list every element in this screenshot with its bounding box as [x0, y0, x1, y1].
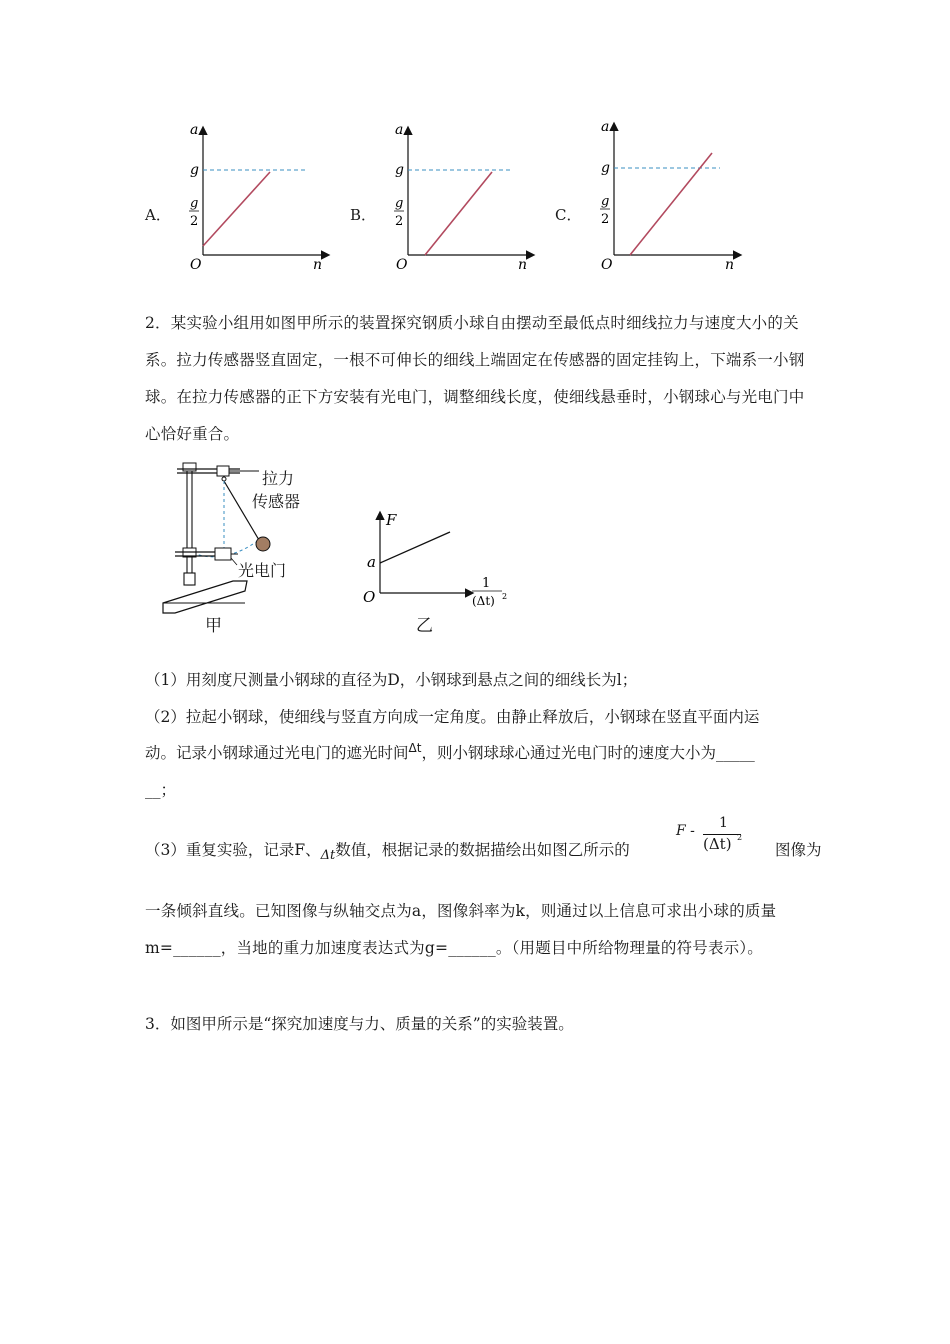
- q2-part2-text-b: ，则小钢球球心通过光电门时的速度大小为_____: [421, 744, 755, 763]
- a-label: a: [395, 122, 404, 138]
- q2-part2-line1: （2）拉起小钢球，使细线与竖直方向成一定角度。由静止释放后，小钢球在竖直平面内运: [145, 708, 760, 726]
- a-label: a: [190, 122, 199, 138]
- graph-c: [600, 119, 740, 273]
- photogate: [215, 548, 231, 560]
- photogate-label: 光电门: [238, 561, 287, 580]
- option-c-label: C．: [555, 206, 582, 224]
- origin-label: O: [396, 257, 408, 273]
- q2-part3-line1: [145, 838, 630, 863]
- g-half-den: 2: [190, 214, 199, 229]
- g-label: g: [190, 162, 199, 178]
- data-line: [203, 172, 270, 246]
- option-a-label: A．: [145, 206, 171, 224]
- g-label: g: [395, 162, 404, 178]
- x-label-den: (Δt): [472, 594, 495, 608]
- g-label: g: [601, 160, 610, 176]
- formula-den: (Δt): [703, 835, 732, 853]
- f-formula: [676, 815, 776, 865]
- figure-jia-apparatus: [155, 455, 355, 635]
- q2-part3-text-c: 图像为: [775, 841, 822, 859]
- q2-part2-text-a: 动。记录小钢球通过光电门的遮光时间: [145, 744, 409, 763]
- q2-part3-text-a: （3）重复实验，记录F、: [145, 841, 321, 859]
- q2-part2-line3: __；: [145, 781, 177, 799]
- option-b-label: B．: [350, 206, 377, 224]
- origin-label: O: [601, 257, 613, 273]
- q2-part2-line2: [145, 741, 755, 763]
- g-half-num: g: [395, 196, 404, 211]
- q2-intro: 2．某实验小组用如图甲所示的装置探究钢质小球自由摆动至最低点时细线拉力与速度大小的关系。拉力传感器竖直固定，一根不可伸长的细线上端固定在传感器的固定挂钩上，下端系一小钢球。在拉力传感器的正下方安装有光电门，调整细线长度，使细线悬垂时，小钢球心与光电门中心恰好重合。: [145, 314, 805, 443]
- graph-a: [189, 122, 328, 273]
- figure-jia-caption: 甲: [205, 616, 222, 636]
- n-label: n: [725, 257, 735, 273]
- intercept-label: a: [367, 553, 376, 571]
- data-line: [380, 532, 450, 563]
- option-graphs: [0, 110, 950, 280]
- base-plate: [163, 581, 247, 613]
- origin-label: O: [363, 588, 376, 606]
- formula-F: F -: [676, 823, 695, 839]
- sensor-body: [217, 466, 229, 476]
- formula-exp: 2: [737, 833, 743, 842]
- delta-t-symbol: Δt: [408, 741, 422, 755]
- formula-num: 1: [719, 815, 728, 831]
- figure-yi-caption: 乙: [416, 616, 433, 636]
- origin-label: O: [190, 257, 202, 273]
- stand-pole: [187, 467, 192, 585]
- g-half-den: 2: [395, 214, 404, 229]
- q3-intro: 3．如图甲所示是“探究加速度与力、质量的关系”的实验装置。: [145, 1015, 574, 1033]
- F-label: F: [386, 511, 397, 529]
- n-label: n: [518, 257, 528, 273]
- q2-part3-text-b: 数值，根据记录的数据描绘出如图乙所示的: [335, 841, 630, 859]
- a-label: a: [601, 119, 610, 135]
- g-half-num: g: [601, 194, 610, 209]
- figure-yi-graph: [360, 505, 520, 615]
- steel-ball: [256, 537, 270, 551]
- n-label: n: [313, 257, 323, 273]
- q2-part3-continued: 一条倾斜直线。已知图像与纵轴交点为a，图像斜率为k，则通过以上信息可求出小球的质量m=______，当地的重力加速度表达式为g=______。（用题目中所给物理量的符号表示）。: [145, 902, 777, 957]
- data-line: [425, 172, 492, 255]
- g-half-den: 2: [601, 212, 610, 227]
- delta-t-symbol: Δt: [320, 848, 336, 864]
- sensor-label-line2: 传感器: [252, 492, 301, 511]
- graph-b: [394, 122, 533, 273]
- g-half-num: g: [190, 196, 199, 211]
- x-label-exp: 2: [502, 592, 508, 601]
- sensor-label-line1: 拉力: [262, 469, 295, 488]
- x-label-num: 1: [482, 576, 491, 591]
- q2-part1: （1）用刻度尺测量小钢球的直径为D，小钢球到悬点之间的细线长为l；: [145, 671, 638, 689]
